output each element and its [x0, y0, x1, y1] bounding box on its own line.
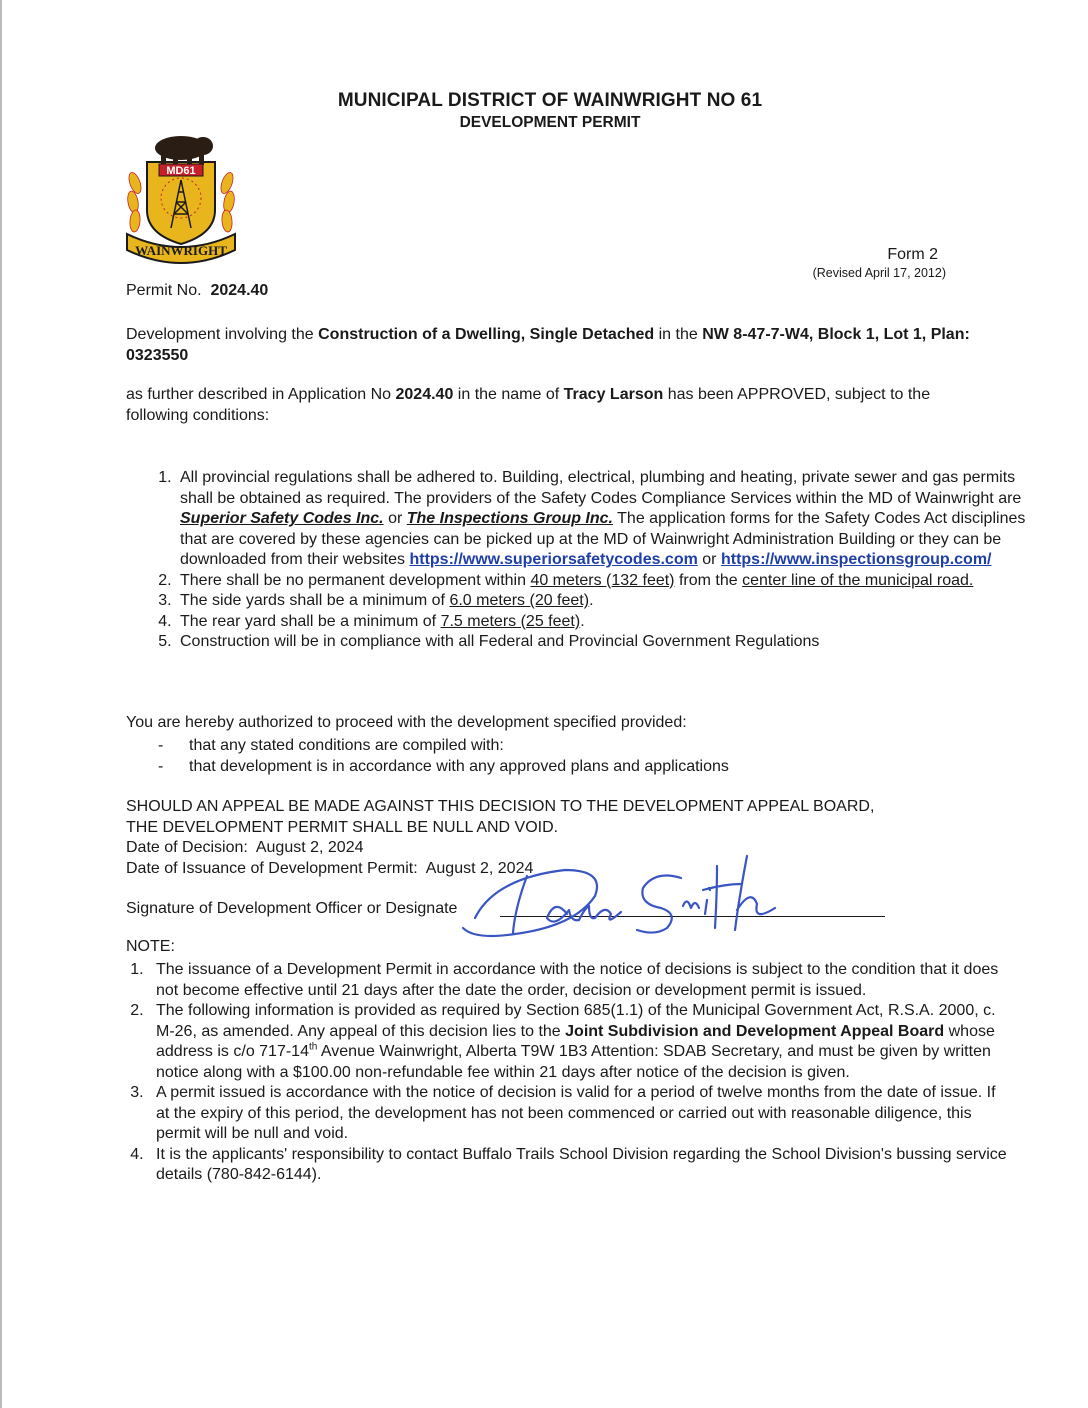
conditions-list	[126, 468, 1038, 653]
note-item: 1. The issuance of a Development Permit in accordance with the notice of decisions is subject to the condition that it does not become effective until 21 days after the date the order, decision or development permit is issued.	[148, 960, 1010, 1001]
setback-distance: 40 meters (132 feet)	[530, 571, 675, 589]
proviso-item: - that any stated conditions are compiled with:	[158, 737, 504, 754]
decision-date-label: Date of Decision:	[126, 839, 248, 856]
condition-item: 3. The side yards shall be a minimum of 6.0 meters (20 feet).	[176, 591, 1038, 612]
authorization-intro: You are hereby authorized to proceed with the development specified provided:	[126, 714, 687, 731]
notes-heading: NOTE:	[126, 938, 175, 955]
condition-item: 5. Construction will be in compliance with all Federal and Provincial Government Regulations	[176, 632, 1038, 653]
form-revision-date: (Revised April 17, 2012)	[812, 266, 946, 280]
appeal-line-2: THE DEVELOPMENT PERMIT SHALL BE NULL AND VOID.	[126, 818, 559, 836]
condition-item: 2. There shall be no permanent development within 40 meters (132 feet) from the center line of the municipal road.	[176, 571, 1038, 592]
permit-number-value: 2024.40	[210, 282, 269, 299]
form-number: Form 2	[887, 246, 938, 263]
wheat-sheaf-right	[219, 171, 236, 232]
authorization-provisos	[126, 735, 729, 777]
scan-edge	[0, 0, 2, 1408]
inspections-group-link[interactable]: https://www.inspectionsgroup.com/	[720, 551, 992, 568]
development-statement: Development involving the Construction of a Dwelling, Single Detached in the NW 8-47-7-W4, Block 1, Lot 1, Plan: 0323550	[126, 326, 970, 364]
municipality-title: MUNICIPAL DISTRICT OF WAINWRIGHT NO 61	[337, 90, 763, 111]
md61-banner-text: MD61	[166, 165, 196, 177]
note-item: 4. It is the applicants' responsibility to contact Buffalo Trails School Division regarding the School Division's bussing service details (780-842-6144).	[148, 1145, 1010, 1186]
condition-item: 4. The rear yard shall be a minimum of 7.5 meters (25 feet).	[176, 612, 1038, 633]
md-wainwright-crest-logo	[125, 128, 237, 270]
proviso-item: - that development is in accordance with any approved plans and applications	[158, 758, 729, 775]
permit-label: Permit No.	[126, 282, 202, 299]
note-item: 2. The following information is provided as required by Section 685(1.1) of the Municipal Government Act, R.S.A. 2000, c. M-26, as amended. Any appeal of this decision lies to the Joint Subdivision and Development Appeal Board whose address is c/o 717-14th Avenue Wainwright, Alberta T9W 1B3 Attention: SDAB Secretary, and must be given by written notice along with a $100.00 non-refundable fee within 21 days after notice of the decision is given.	[148, 1001, 1010, 1083]
development-type: Construction of a Dwelling, Single Detached	[318, 326, 655, 343]
development-location: NW 8-47-7-W4, Block 1, Lot 1, Plan: 0323550	[126, 326, 970, 364]
provider-inspections-group: The Inspections Group Inc.	[406, 510, 613, 527]
issuance-date-label: Date of Issuance of Development Permit:	[126, 859, 418, 877]
approval-statement: as further described in Application No 2024.40 in the name of Tracy Larson has been APPROVED, subject to the following conditions:	[126, 386, 931, 424]
decision-date: August 2, 2024	[255, 839, 364, 856]
appeal-line-1: SHOULD AN APPEAL BE MADE AGAINST THIS DECISION TO THE DEVELOPMENT APPEAL BOARD,	[126, 798, 875, 815]
condition-item: 1. All provincial regulations shall be adhered to. Building, electrical, plumbing and heating, private sewer and gas permits shall be obtained as required. The providers of the Safety Codes Compliance Services within the MD of Wainwright are Superior Safety Codes Inc. or The Inspections Group Inc. The application forms for the Safety Codes Act disciplines that are covered by these agencies can be picked up at the MD of Wainwright Administration Building or they can be downloaded from their websites https://www.superiorsafetycodes.com or https://www.inspectionsgroup.com/	[176, 468, 1038, 571]
provider-superior-safety-codes: Superior Safety Codes Inc.	[180, 510, 384, 527]
appeal-board-name: Joint Subdivision and Development Appeal Board	[565, 1022, 945, 1040]
signature-label: Signature of Development Officer or Designate	[126, 900, 458, 917]
notes-list	[126, 960, 1010, 1186]
superior-safety-codes-link[interactable]: https://www.superiorsafetycodes.com	[409, 551, 698, 568]
wheat-sheaf-left	[126, 171, 143, 232]
rear-yard-distance: 7.5 meters (25 feet)	[440, 612, 581, 630]
road-centerline: center line of the municipal road.	[742, 571, 974, 589]
applicant-name: Tracy Larson	[563, 386, 664, 403]
wainwright-banner-text: WAINWRIGHT	[135, 243, 227, 258]
application-number: 2024.40	[395, 386, 454, 403]
issuance-date: August 2, 2024	[425, 859, 534, 877]
permit-number	[126, 282, 268, 300]
handwritten-signature	[455, 848, 785, 943]
note-item: 3. A permit issued is accordance with the notice of decision is valid for a period of twelve months from the date of issue. If at the expiry of this period, the development has not been commenced or carried out with reasonable diligence, this permit will be null and void.	[148, 1083, 1010, 1145]
document-title: DEVELOPMENT PERMIT	[459, 114, 641, 131]
side-yard-distance: 6.0 meters (20 feet)	[449, 592, 590, 609]
